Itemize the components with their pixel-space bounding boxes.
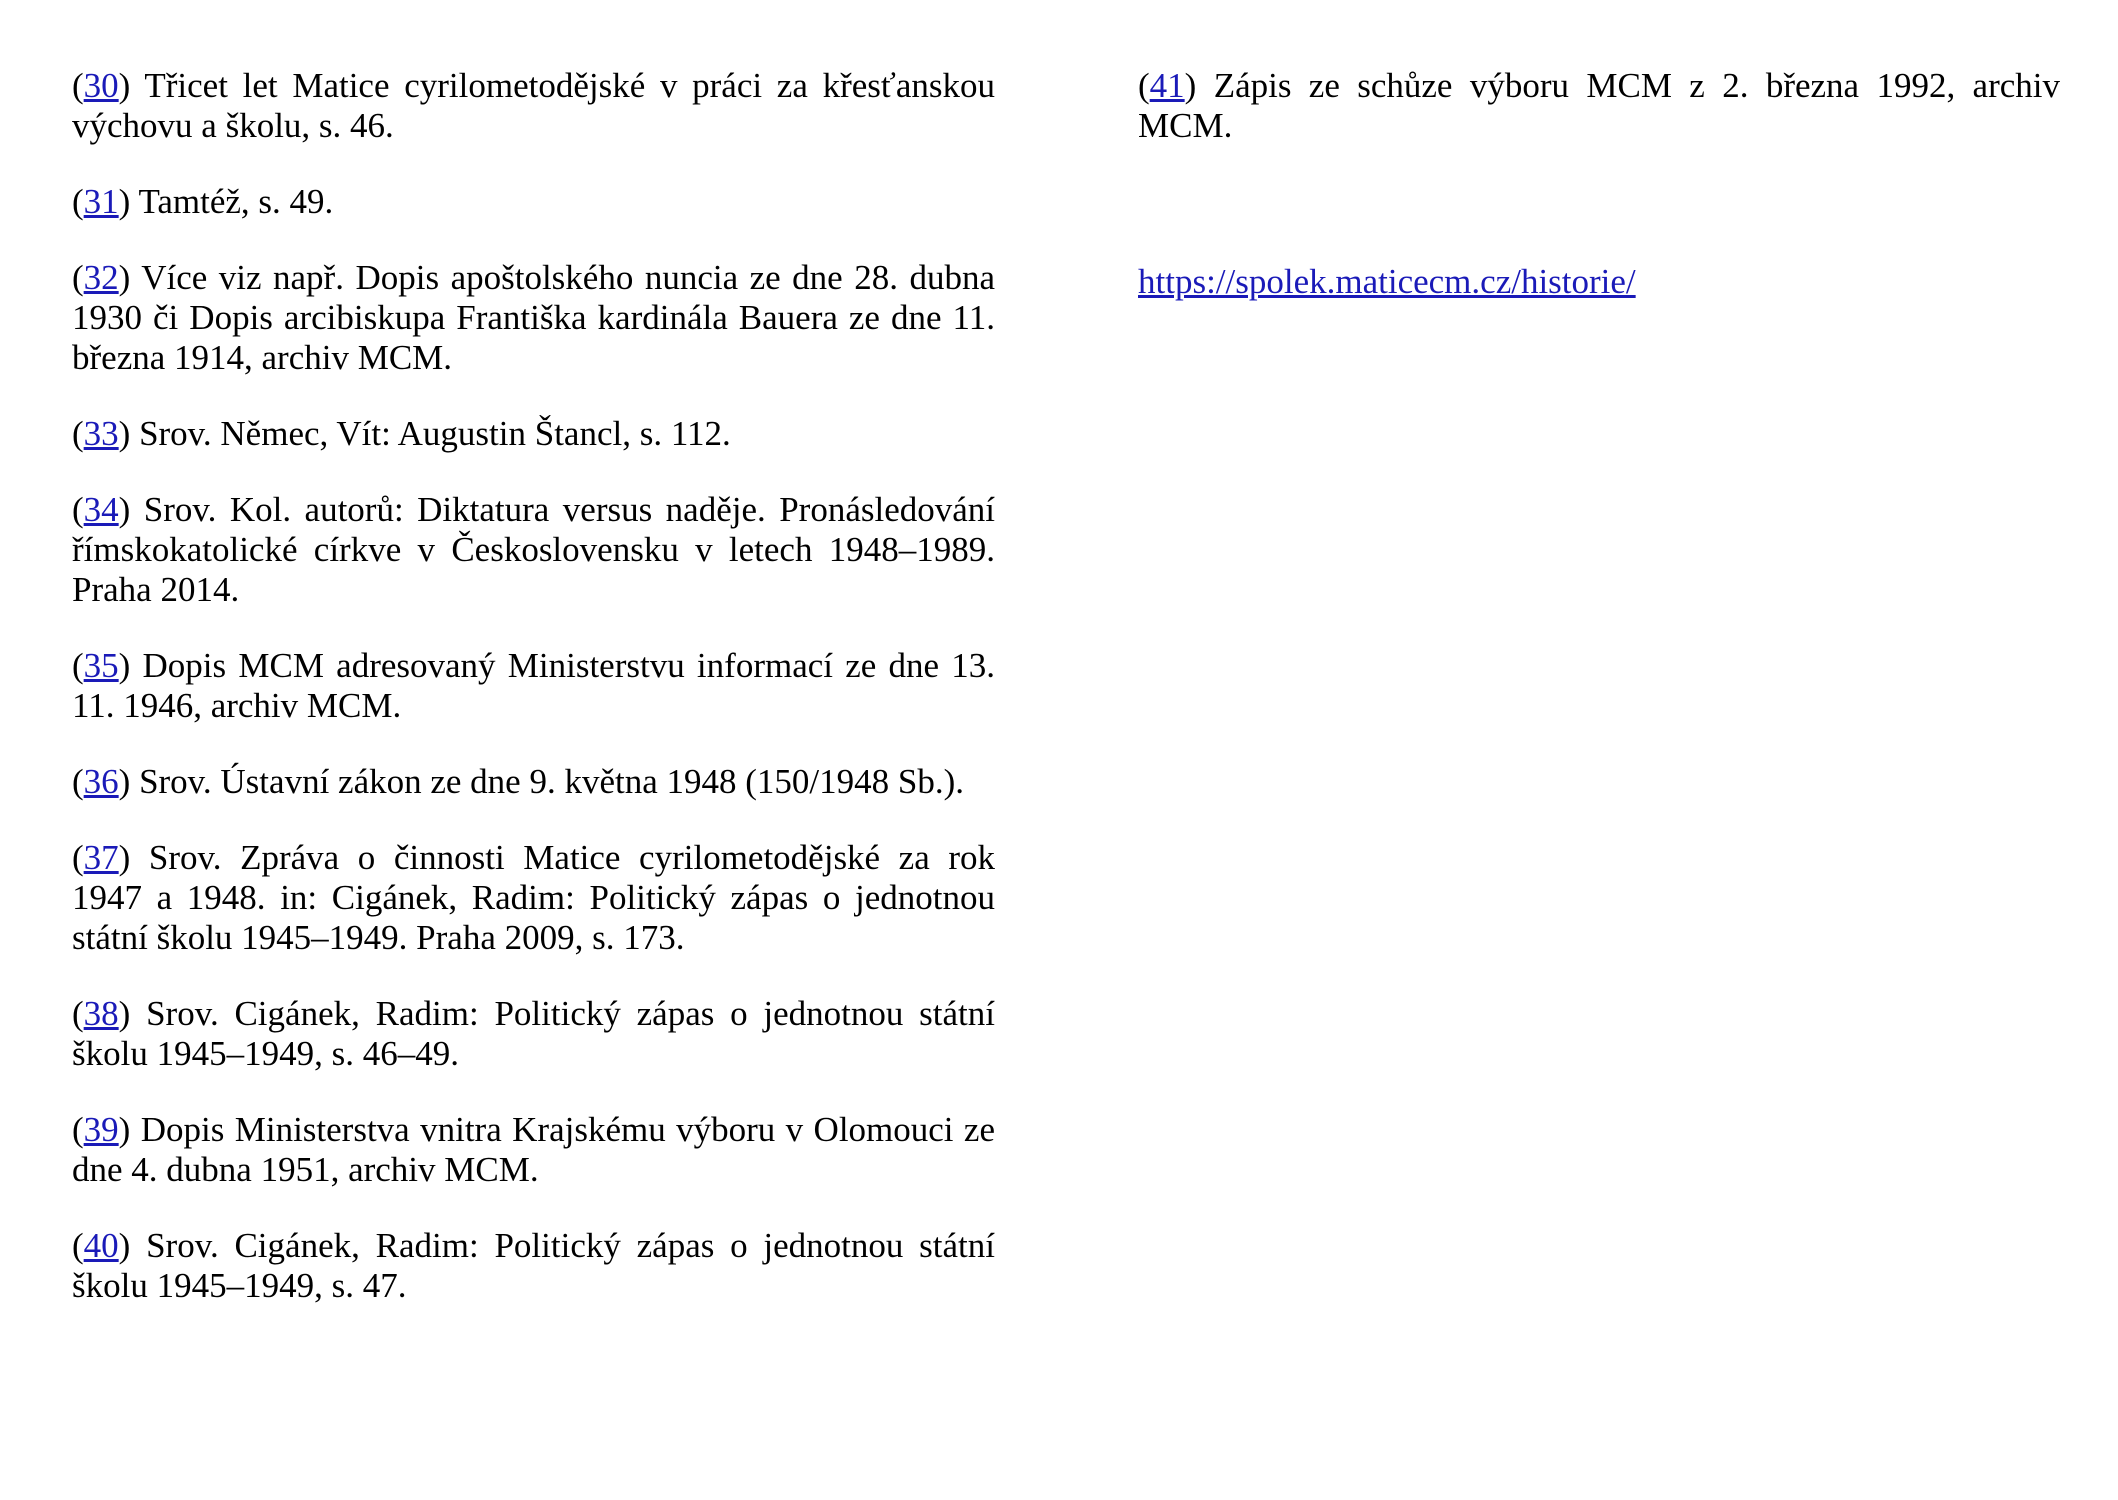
right-footnote-column (1138, 66, 2060, 302)
footnote-text-32: Více viz např. Dopis apoštolského nuncia ze dne 28. dubna 1930 či Dopis arcibiskupa Františka kardinála Bauera ze dne 11. března 1914, archiv MCM. (72, 258, 995, 377)
footnote-ref-36[interactable]: 36 (83, 762, 119, 801)
footnote-text-38: Srov. Cigánek, Radim: Politický zápas o jednotnou státní školu 1945–1949, s. 46–49. (72, 994, 995, 1073)
footnote-41: (41) Zápis ze schůze výboru MCM z 2. března 1992, archiv MCM. (1138, 66, 2061, 145)
footnote-40: (40) Srov. Cigánek, Radim: Politický zápas o jednotnou státní školu 1945–1949, s. 47. (72, 1226, 995, 1305)
footnote-37: (37) Srov. Zpráva o činnosti Matice cyrilometodějské za rok 1947 a 1948. in: Cigánek, Radim: Politický zápas o jednotnou státní školu 1945–1949. Praha 2009, s. 173. (72, 838, 995, 957)
footnote-text-35: Dopis MCM adresovaný Ministerstvu informací ze dne 13. 11. 1946, archiv MCM. (72, 646, 995, 725)
footnote-ref-37[interactable]: 37 (83, 838, 119, 877)
footnote-39: (39) Dopis Ministerstva vnitra Krajskému výboru v Olomouci ze dne 4. dubna 1951, archiv MCM. (72, 1110, 995, 1189)
footnote-ref-40[interactable]: 40 (83, 1226, 119, 1265)
left-footnote-column (72, 66, 995, 1342)
footnote-text-30: Třicet let Matice cyrilometodějské v práci za křesťanskou výchovu a školu, s. 46. (72, 66, 995, 145)
footnote-ref-33[interactable]: 33 (83, 414, 119, 453)
source-url-link[interactable]: https://spolek.maticecm.cz/historie/ (1138, 262, 1636, 301)
footnote-ref-41[interactable]: 41 (1149, 66, 1185, 105)
footnote-text-41: Zápis ze schůze výboru MCM z 2. března 1992, archiv MCM. (1138, 66, 2061, 145)
footnote-30: (30) Třicet let Matice cyrilometodějské v práci za křesťanskou výchovu a školu, s. 46. (72, 66, 995, 145)
footnote-text-39: Dopis Ministerstva vnitra Krajskému výboru v Olomouci ze dne 4. dubna 1951, archiv MCM. (72, 1110, 995, 1189)
footnote-32: (32) Více viz např. Dopis apoštolského nuncia ze dne 28. dubna 1930 či Dopis arcibiskupa Františka kardinála Bauera ze dne 11. března 1914, archiv MCM. (72, 258, 995, 377)
footnote-text-37: Srov. Zpráva o činnosti Matice cyrilometodějské za rok 1947 a 1948. in: Cigánek, Radim: Politický zápas o jednotnou státní školu 1945–1949. Praha 2009, s. 173. (72, 838, 995, 957)
footnote-ref-39[interactable]: 39 (83, 1110, 119, 1149)
footnote-ref-35[interactable]: 35 (83, 646, 119, 685)
footnote-text-36: Srov. Ústavní zákon ze dne 9. května 1948 (150/1948 Sb.). (139, 762, 965, 801)
footnote-31: (31) Tamtéž, s. 49. (72, 182, 334, 221)
footnote-35: (35) Dopis MCM adresovaný Ministerstvu informací ze dne 13. 11. 1946, archiv MCM. (72, 646, 995, 725)
footnote-36: (36) Srov. Ústavní zákon ze dne 9. května 1948 (150/1948 Sb.). (72, 762, 965, 801)
footnote-38: (38) Srov. Cigánek, Radim: Politický zápas o jednotnou státní školu 1945–1949, s. 46–49. (72, 994, 995, 1073)
footnote-34: (34) Srov. Kol. autorů: Diktatura versus naděje. Pronásledování římskokatolické církve v Československu v letech 1948–1989. Praha 2014. (72, 490, 996, 609)
footnote-text-34: Srov. Kol. autorů: Diktatura versus naděje. Pronásledování římskokatolické církve v Československu v letech 1948–1989. Praha 2014. (72, 490, 996, 609)
footnote-text-33: Srov. Němec, Vít: Augustin Štancl, s. 112. (139, 414, 731, 453)
footnote-ref-38[interactable]: 38 (83, 994, 119, 1033)
footnote-ref-30[interactable]: 30 (83, 66, 119, 105)
footnote-ref-34[interactable]: 34 (83, 490, 119, 529)
footnote-ref-31[interactable]: 31 (83, 182, 119, 221)
footnote-text-31: Tamtéž, s. 49. (138, 182, 334, 221)
footnote-ref-32[interactable]: 32 (83, 258, 119, 297)
footnote-text-40: Srov. Cigánek, Radim: Politický zápas o jednotnou státní školu 1945–1949, s. 47. (72, 1226, 995, 1305)
footnote-33: (33) Srov. Němec, Vít: Augustin Štancl, s. 112. (72, 414, 731, 453)
